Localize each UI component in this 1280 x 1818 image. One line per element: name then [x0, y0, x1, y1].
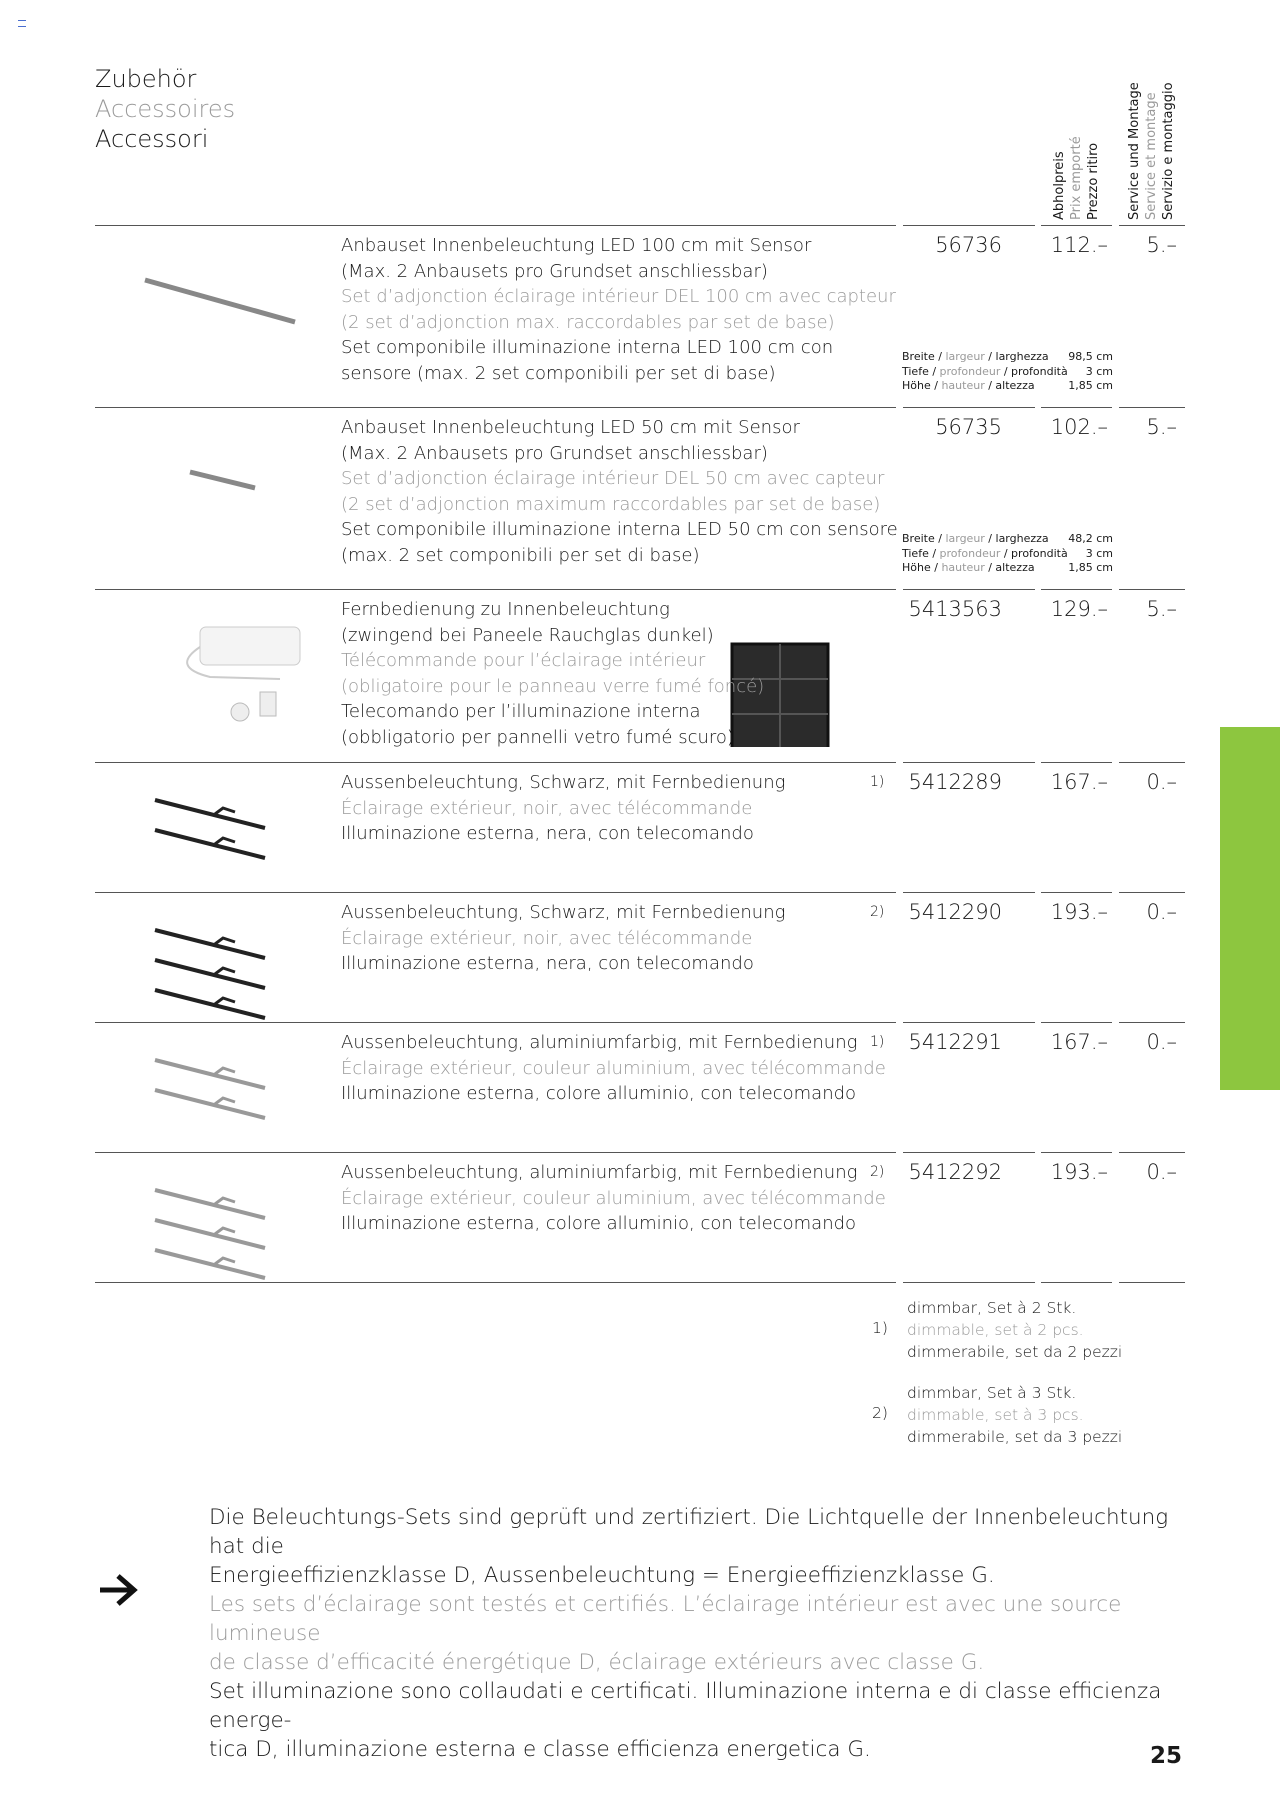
pickup-price: 193.– [1050, 1160, 1108, 1184]
page-title: Zubehör Accessoires Accessori [95, 65, 236, 153]
service-price: 0.– [1146, 770, 1177, 794]
product-image-bar-short [135, 442, 305, 526]
pickup-price: 129.– [1050, 597, 1108, 621]
product-image-alu-2 [135, 1040, 305, 1164]
footnote-marker: 1) [870, 1034, 885, 1050]
service-price: 5.– [1146, 415, 1177, 439]
footnote-marker: 2) [870, 1164, 885, 1180]
article-number: 5412292 [908, 1160, 1002, 1184]
price-column-header: Abholpreis Prix emporté Prezzo ritiro [1052, 136, 1101, 220]
page-number: 25 [1150, 1743, 1183, 1769]
product-image-alu-3 [135, 1170, 305, 1294]
service-price: 5.– [1146, 597, 1177, 621]
article-number: 56735 [935, 415, 1002, 439]
service-price: 5.– [1146, 233, 1177, 257]
product-image-bar-long [135, 260, 305, 344]
service-price: 0.– [1146, 1030, 1177, 1054]
product-description: Aussenbeleuchtung, aluminiumfarbig, mit Fernbedienung Éclairage extérieur, couleur aluminium, avec télécommande Illuminazione esterna, colore alluminio, con telecomando [341, 1162, 886, 1234]
footnote-marker: 2) [870, 904, 885, 920]
arrow-right-icon [98, 1572, 140, 1608]
pickup-price: 167.– [1050, 1030, 1108, 1054]
article-number: 5412291 [908, 1030, 1002, 1054]
article-number: 5412290 [908, 900, 1002, 924]
footer-note: Die Beleuchtungs-Sets sind geprüft und zertifiziert. Die Lichtquelle der Innenbeleuchtung hat die Energieeffizienzklasse D, Aussenbeleuchtung = Energieeffizienzklasse G. Les sets d’éclairage sont testés et certifiés. L’éclairage intérieur est avec une source lumineuse de classe d’efficacité énergétique D, éclairage extérieurs avec classe G. Set illuminazione sono collaudati e certificati. Illuminazione interna e di classe efficienza energe- tica D, illuminazione esterna e classe efficienza energetica G. [209, 1505, 1169, 1762]
pickup-price: 167.– [1050, 770, 1108, 794]
article-number: 5413563 [908, 597, 1002, 621]
footnote-marker: 1) [872, 1319, 888, 1337]
pickup-price: 112.– [1050, 233, 1108, 257]
footnote-text: dimmbar, Set à 2 Stk. dimmable, set à 2 pcs. dimmerabile, set da 2 pezzi [907, 1299, 1123, 1361]
footnote-marker: 1) [870, 774, 885, 790]
green-tab [1220, 727, 1280, 1090]
menu-icon[interactable] [18, 20, 26, 27]
pickup-price: 193.– [1050, 900, 1108, 924]
product-image-black-3 [135, 910, 305, 1034]
product-description: Aussenbeleuchtung, Schwarz, mit Fernbedienung Éclairage extérieur, noir, avec télécommande Illuminazione esterna, nera, con telecomando [341, 902, 786, 974]
product-description: Fernbedienung zu Innenbeleuchtung (zwingend bei Paneele Rauchglas dunkel) Télécommande pour l’éclairage intérieur (obligatoire pour le panneau verre fumé foncé) Telecomando per l’illuminazione interna (obbligatorio per pannelli vetro fumé scuro) [341, 599, 765, 748]
footnote-marker: 2) [872, 1404, 888, 1422]
product-description: Anbauset Innenbeleuchtung LED 50 cm mit Sensor (Max. 2 Anbausets pro Grundset anschliessbar) Set d’adjonction éclairage intérieur DEL 50 cm avec capteur (2 set d’adjonction maximum raccordables par set de base) Set componibile illuminazione interna LED 50 cm con sensore (max. 2 set componibili per set di base) [341, 417, 898, 566]
service-column-header: Service und Montage Service et montage Servizio e montaggio [1127, 82, 1176, 220]
product-description: Anbauset Innenbeleuchtung LED 100 cm mit Sensor (Max. 2 Anbausets pro Grundset anschliessbar) Set d’adjonction éclairage intérieur DEL 100 cm avec capteur (2 set d’adjonction max. raccordables par set de base) Set componibile illuminazione interna LED 100 cm con sensore (max. 2 set componibili per set di base) [341, 235, 896, 384]
service-price: 0.– [1146, 1160, 1177, 1184]
product-image-black-2 [135, 780, 305, 904]
dimensions-table: Breite / largeur / larghezza 98,5 cm Tiefe / profondeur / profondità 3 cm Höhe / hauteur / altezza 1,85 cm [902, 350, 1113, 392]
article-number: 56736 [935, 233, 1002, 257]
dimensions-table: Breite / largeur / larghezza 48,2 cm Tiefe / profondeur / profondità 3 cm Höhe / hauteur / altezza 1,85 cm [902, 532, 1113, 574]
product-description: Aussenbeleuchtung, aluminiumfarbig, mit Fernbedienung Éclairage extérieur, couleur aluminium, avec télécommande Illuminazione esterna, colore alluminio, con telecomando [341, 1032, 886, 1104]
footnote-text: dimmbar, Set à 3 Stk. dimmable, set à 3 pcs. dimmerabile, set da 3 pezzi [907, 1384, 1123, 1446]
service-price: 0.– [1146, 900, 1177, 924]
product-description: Aussenbeleuchtung, Schwarz, mit Fernbedienung Éclairage extérieur, noir, avec télécommande Illuminazione esterna, nera, con telecomando [341, 772, 786, 844]
article-number: 5412289 [908, 770, 1002, 794]
pickup-price: 102.– [1050, 415, 1108, 439]
